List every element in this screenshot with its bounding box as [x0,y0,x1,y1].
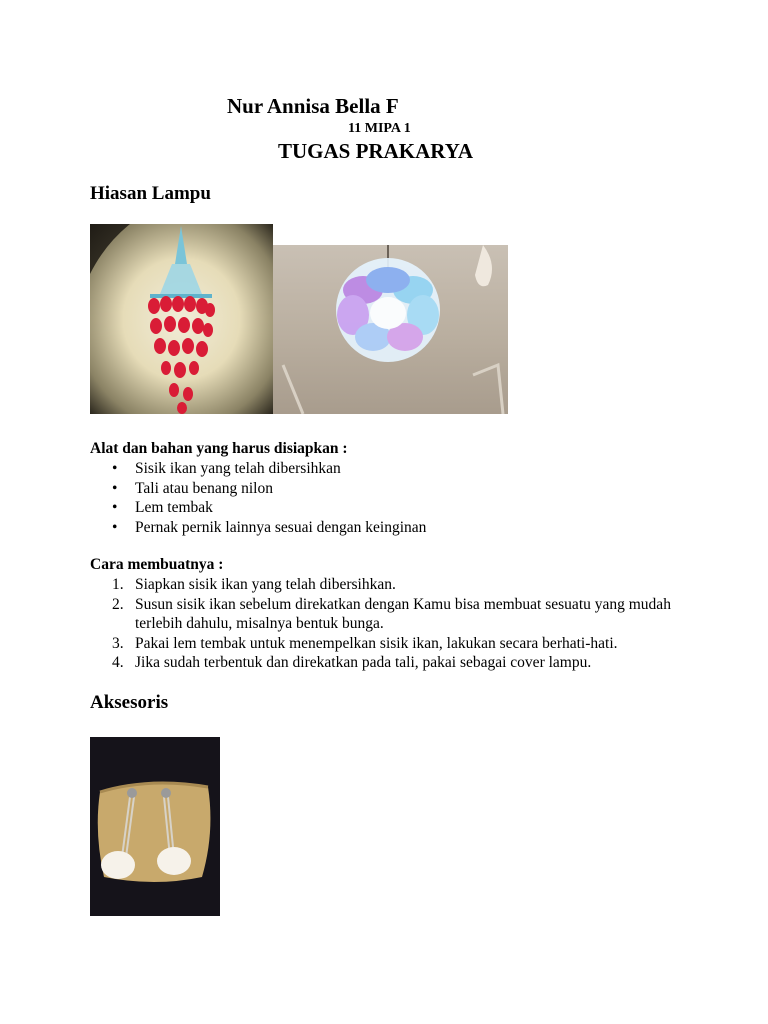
step-number: 1. [112,576,124,593]
photo-earrings [90,737,220,916]
document-title: TUGAS PRAKARYA [278,139,474,163]
section-heading-hiasan-lampu: Hiasan Lampu [90,183,211,204]
step-number: 2. [112,595,124,613]
earrings-illustration [90,737,220,916]
section-heading-aksesoris: Aksesoris [90,692,169,713]
list-item: • Sisik ikan yang telah dibersihkan [112,460,341,477]
bullet-icon: • [112,518,118,536]
author-name: Nur Annisa Bella F [227,94,399,118]
list-item: 4. Jika sudah terbentuk dan direkatkan pada tali, pakai sebagai cover lampu. [112,654,592,671]
list-item: • Tali atau benang nilon [112,479,273,497]
chandelier-illustration [90,224,273,414]
list-item: • Pernak pernik lainnya sesuai dengan keinginan [112,518,427,536]
bullet-icon: • [112,460,118,477]
materials-heading: Alat dan bahan yang harus disiapkan : [90,440,348,457]
bullet-icon: • [112,499,118,516]
photo-flower-lamp [273,245,508,414]
steps-list [90,575,695,673]
list-item: 1. Siapkan sisik ikan yang telah dibersihkan. [112,576,396,593]
step-number: 3. [112,634,124,652]
flower-lamp-illustration [273,245,508,414]
class-label: 11 MIPA 1 [348,121,411,136]
list-item: • Lem tembak [112,499,213,516]
steps-heading: Cara membuatnya : [90,556,224,573]
bullet-icon: • [112,479,118,497]
step-number: 4. [112,654,124,671]
photo-chandelier [90,224,273,414]
list-item: 2. Susun sisik ikan sebelum direkatkan dengan Kamu bisa membuat sesuatu yang mudah terlebih dahulu, misalnya bentuk bunga. [112,595,671,632]
list-item: 3. Pakai lem tembak untuk menempelkan sisik ikan, lakukan secara berhati-hati. [112,634,618,652]
materials-list [90,459,695,537]
